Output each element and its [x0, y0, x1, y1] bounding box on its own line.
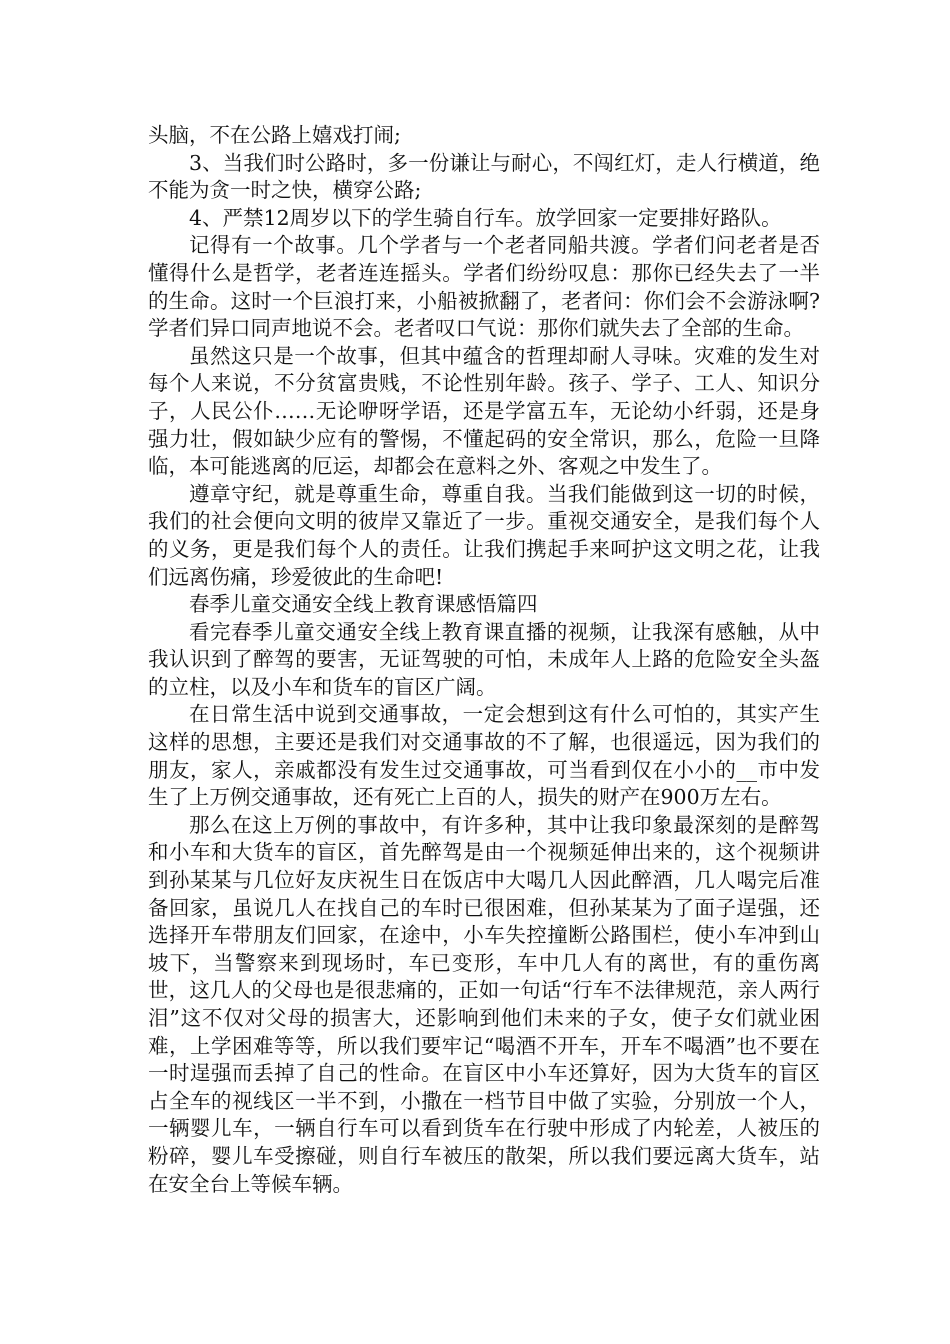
paragraph-rule-3: 3、当我们时公路时，多一份谦让与耐心，不闯红灯，走人行横道，绝不能为贪一时之快，横穿公路;	[148, 150, 820, 203]
paragraph-rule-4: 4、严禁12周岁以下的学生骑自行车。放学回家一定要排好路队。	[189, 205, 782, 230]
paragraph-story-moral: 虽然这只是一个故事，但其中蕴含的哲理却耐人寻味。灾难的发生对每个人来说，不分贫富贵贱，不论性别年龄。孩子、学子、工人、知识分子，人民公仆……无论咿呀学语，还是学富五车，无论幼小纤弱，还是身强力壮，假如缺少应有的警惕，不懂起码的安全常识，那么，危险一旦降临，本可能逃离的厄运，却都会在意料之外、客观之中发生了。	[148, 343, 820, 479]
paragraph-respect-life: 遵章守纪，就是尊重生命，尊重自我。当我们能做到这一切的时候，我们的社会便向文明的彼岸又靠近了一步。重视交通安全，是我们每个人的义务，更是我们每个人的责任。让我们携起手来呵护这文明之花，让我们远离伤痛，珍爱彼此的生命吧!	[148, 481, 820, 589]
paragraph-continuation: 头脑，不在公路上嬉戏打闹;	[148, 123, 401, 147]
paragraph-video-impression: 看完春季儿童交通安全线上教育课直播的视频，让我深有感触，从中我认识到了醉驾的要害，无证驾驶的可怕，未成年人上路的危险安全头盔的立柱，以及小车和货车的盲区广阔。	[148, 619, 820, 699]
document-body	[148, 122, 820, 1198]
paragraph-daily-life: 在日常生活中说到交通事故，一定会想到这有什么可怕的，其实产生这样的思想，主要还是我们对交通事故的不了解，也很遥远，因为我们的朋友，家人，亲戚都没有发生过交通事故，可当看到仅在小小的__市中发生了上万例交通事故，还有死亡上百的人，损失的财产在900万左右。	[148, 702, 820, 810]
paragraph-story: 记得有一个故事。几个学者与一个老者同船共渡。学者们问老者是否懂得什么是哲学，老者连连摇头。学者们纷纷叹息：那你已经失去了一半的生命。这时一个巨浪打来，小船被掀翻了，老者问：你们会不会游泳啊?学者们异口同声地说不会。老者叹口气说：那你们就失去了全部的生命。	[148, 233, 820, 341]
paragraph-accidents: 那么在这上万例的事故中，有许多种，其中让我印象最深刻的是醉驾和小车和大货车的盲区，首先醉驾是由一个视频延伸出来的，这个视频讲到孙某某与几位好友庆祝生日在饭店中大喝几人因此醉酒，几人喝完后准备回家，虽说几人在找自己的车时已很困难，但孙某某为了面子逞强，还选择开车带朋友们回家，在途中，小车失控撞断公路围栏，使小车冲到山坡下，当警察来到现场时，车已变形，车中几人有的离世，有的重伤离世，这几人的父母也是很悲痛的，正如一句话“行车不法律规范，亲人两行泪”这不仅对父母的损害大，还影响到他们未来的子女，使子女们就业困难，上学困难等等，所以我们要牢记“喝酒不开车，开车不喝酒”也不要在一时逞强而丢掉了自己的性命。在盲区中小车还算好，因为大货车的盲区占全车的视线区一半不到，小撒在一档节目中做了实验，分别放一个人，一辆婴儿车，一辆自行车可以看到货车在行驶中形成了内轮差，人被压的粉碎，婴儿车受擦碰，则自行车被压的散架，所以我们要远离大货车，站在安全台上等候车辆。	[148, 812, 820, 1196]
section-heading: 春季儿童交通安全线上教育课感悟篇四	[189, 592, 538, 617]
